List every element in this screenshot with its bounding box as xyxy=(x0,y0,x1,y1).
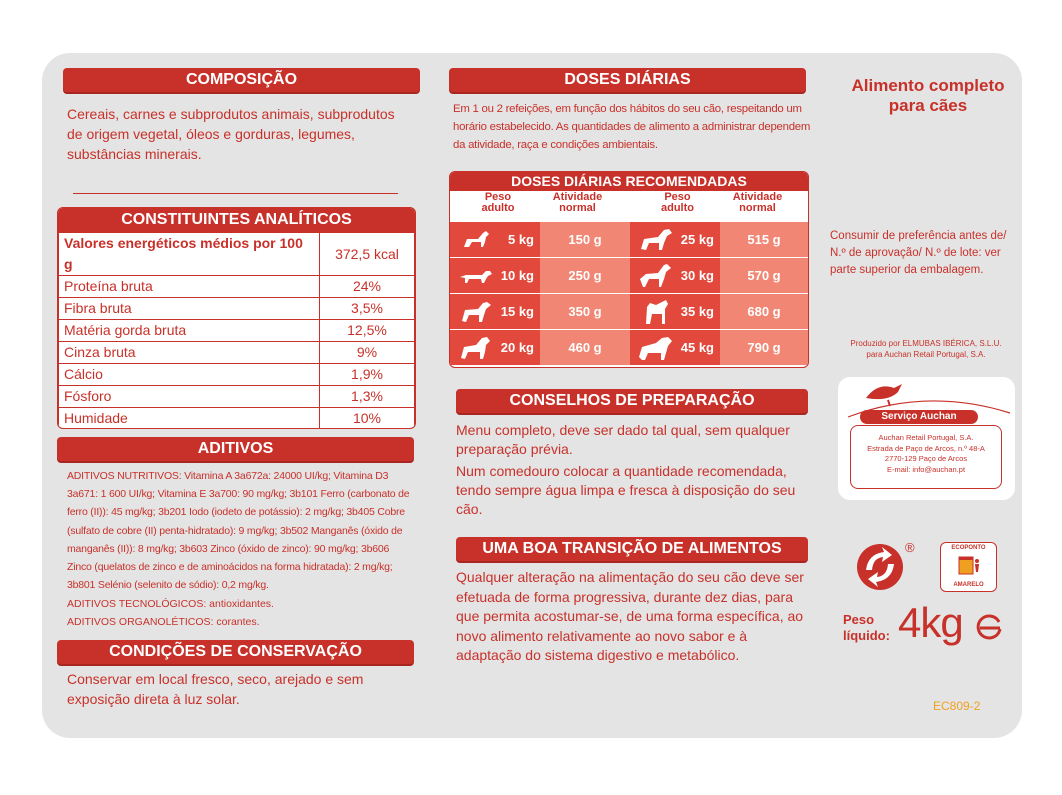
conselhos-title: CONSELHOS DE PREPARAÇÃO xyxy=(456,389,808,413)
row-value: 24% xyxy=(320,276,415,298)
col-atividade-1: Atividade normal xyxy=(552,191,603,214)
row-value: 9% xyxy=(320,342,415,364)
weight-cell: 10 kg xyxy=(500,268,534,283)
row-label: Fósforo xyxy=(59,386,320,408)
table-row xyxy=(450,222,808,257)
conservacao-title: CONDIÇÕES DE CONSERVAÇÃO xyxy=(57,640,414,664)
dog-icon xyxy=(458,227,494,253)
row-value: 3,5% xyxy=(320,298,415,320)
estimated-sign-icon xyxy=(974,613,1004,643)
table-row xyxy=(59,364,415,386)
doses-title: DOSES DIÁRIAS xyxy=(449,68,806,92)
product-title: Alimento completo para cães xyxy=(851,76,1005,115)
row-label: Humidade xyxy=(59,408,320,430)
dog-icon xyxy=(458,263,494,289)
row-value: 1,3% xyxy=(320,386,415,408)
grams-cell: 515 g xyxy=(747,232,781,247)
address-line: 2770-129 Paço de Arcos xyxy=(884,454,968,463)
col-peso-2: Peso adulto xyxy=(661,191,694,214)
table-row xyxy=(59,408,415,430)
energy-label: Valores energéticos médios por 100 g xyxy=(59,233,320,276)
dog-icon xyxy=(458,335,494,361)
address-line: Auchan Retail Portugal, S.A. xyxy=(878,433,974,442)
weight-cell: 35 kg xyxy=(680,304,714,319)
transicao-text: Qualquer alteração na alimentação do seu cão deve ser efetuada de forma progressiva, durante dez dias, para que permita acostumar-se, de uma forma específica, ao novo alimento relativamente ao novo sabor e à adaptação do sistema digestivo e metabólico. xyxy=(456,569,804,663)
grams-cell: 150 g xyxy=(568,232,602,247)
ecoponto-label: ECOPONTO xyxy=(951,545,986,551)
weight-cell: 5 kg xyxy=(507,232,534,247)
aditivos-title: ADITIVOS xyxy=(57,437,414,461)
row-value: 12,5% xyxy=(320,320,415,342)
dog-icon xyxy=(638,335,674,361)
row-label: Cinza bruta xyxy=(59,342,320,364)
weight-cell: 15 kg xyxy=(500,304,534,319)
bin-icon xyxy=(956,553,982,577)
weight-cell: 45 kg xyxy=(680,340,714,355)
weight-cell: 25 kg xyxy=(680,232,714,247)
aditivos-text: ADITIVOS NUTRITIVOS: Vitamina A 3a672a: 24000 UI/kg; Vitamina D3 3a671: 1 600 UI/kg; Vitamina E 3a700: 90 mg/kg; 3b101 Ferro (carbonato de ferro (II)): 45 mg/kg; 3b201 Iodo (iodeto de potássio): 2 mg/kg; 3b405 Cobre (sulfato de cobre (II) penta-hidratado): 9 mg/kg; 3b502 Manganês (óxido de manganês (II)): 8 mg/kg; 3b603 Zinco (óxido de zinco): 90 mg/kg; 3b606 Zinco (quelatos de zinco e de aminoácidos na forma hidratada): 2 mg/kg; 3b801 Selénio (selenito de sódio): 0,2 mg/kg. xyxy=(67,470,410,592)
table-row xyxy=(450,330,808,365)
row-label: Matéria gorda bruta xyxy=(59,320,320,342)
energy-value: 372,5 kcal xyxy=(320,233,415,276)
ecoponto-color: AMARELO xyxy=(953,582,984,588)
table-row xyxy=(450,294,808,329)
constituintes-title: CONSTITUINTES ANALÍTICOS xyxy=(58,208,415,232)
address-line: Estrada de Paço de Arcos, n.º 48-A xyxy=(867,443,985,453)
row-label: Cálcio xyxy=(59,364,320,386)
product-code: EC809-2 xyxy=(933,699,981,713)
conselhos-text-1: Menu completo, deve ser dado tal qual, sem qualquer preparação prévia. xyxy=(456,422,790,457)
address-box xyxy=(850,425,1002,489)
dog-icon xyxy=(638,227,674,253)
grams-cell: 570 g xyxy=(747,268,781,283)
doses-text: Em 1 ou 2 refeições, em função dos hábitos do seu cão, respeitando um horário estabelecido. As quantidades de alimento a administrar dependem da atividade, raça e condições ambientais. xyxy=(453,103,811,151)
weight-cell: 20 kg xyxy=(500,340,534,355)
divider xyxy=(73,193,398,194)
grams-cell: 350 g xyxy=(568,304,602,319)
registered-mark: ® xyxy=(905,540,915,555)
row-value: 1,9% xyxy=(320,364,415,386)
transicao-title: UMA BOA TRANSIÇÃO DE ALIMENTOS xyxy=(456,537,808,561)
row-label: Fibra bruta xyxy=(59,298,320,320)
peso-label: Peso líquido: xyxy=(843,612,890,643)
dog-icon xyxy=(458,299,494,325)
grams-cell: 790 g xyxy=(747,340,781,355)
grams-cell: 250 g xyxy=(568,268,602,283)
table-row xyxy=(59,298,415,320)
analytics-table xyxy=(58,232,415,429)
row-value: 10% xyxy=(320,408,415,430)
table-row xyxy=(450,258,808,293)
weight-cell: 30 kg xyxy=(680,268,714,283)
aditivos-organoleticos: ADITIVOS ORGANOLÉTICOS: corantes. xyxy=(67,616,260,628)
green-dot-icon xyxy=(854,542,910,592)
table-row xyxy=(59,320,415,342)
servico-badge: Serviço Auchan xyxy=(860,410,978,424)
table-row xyxy=(59,342,415,364)
col-atividade-2: Atividade normal xyxy=(732,191,783,214)
consumir-text: Consumir de preferência antes de/ N.º de aprovação/ N.º de lote: ver parte superior da embalagem. xyxy=(830,230,1007,276)
composicao-text: Cereais, carnes e subprodutos animais, subprodutos de origem vegetal, óleos e gorduras, legumes, substâncias minerais. xyxy=(67,106,395,162)
col-peso-1: Peso adulto xyxy=(481,191,515,214)
email-line: E-mail: info@auchan.pt xyxy=(886,464,966,474)
servico-auchan-card xyxy=(838,377,1015,500)
constituintes-box xyxy=(57,207,416,429)
ecoponto-icon xyxy=(940,542,997,592)
table-row xyxy=(59,276,415,298)
peso-value: 4kg xyxy=(898,599,963,646)
dog-icon xyxy=(638,263,674,289)
doses-table-title: DOSES DIÁRIAS RECOMENDADAS xyxy=(450,172,808,191)
doses-table xyxy=(449,171,809,368)
row-label: Proteína bruta xyxy=(59,276,320,298)
produzido-text: Produzido por ELMUBAS IBÉRICA, S.L.U. para Auchan Retail Portugal, S.A. xyxy=(850,339,1002,359)
conservacao-text: Conservar em local fresco, seco, arejado e sem exposição direta à luz solar. xyxy=(67,671,364,707)
composicao-title: COMPOSIÇÃO xyxy=(63,68,420,92)
dog-icon xyxy=(638,299,674,325)
grams-cell: 460 g xyxy=(568,340,602,355)
table-row xyxy=(59,386,415,408)
grams-cell: 680 g xyxy=(747,304,781,319)
aditivos-tecnologicos: ADITIVOS TECNOLÓGICOS: antioxidantes. xyxy=(67,598,274,610)
conselhos-text-2: Num comedouro colocar a quantidade recomendada, tendo sempre água limpa e fresca à disposição do seu cão. xyxy=(456,463,796,517)
table-row xyxy=(59,233,415,276)
